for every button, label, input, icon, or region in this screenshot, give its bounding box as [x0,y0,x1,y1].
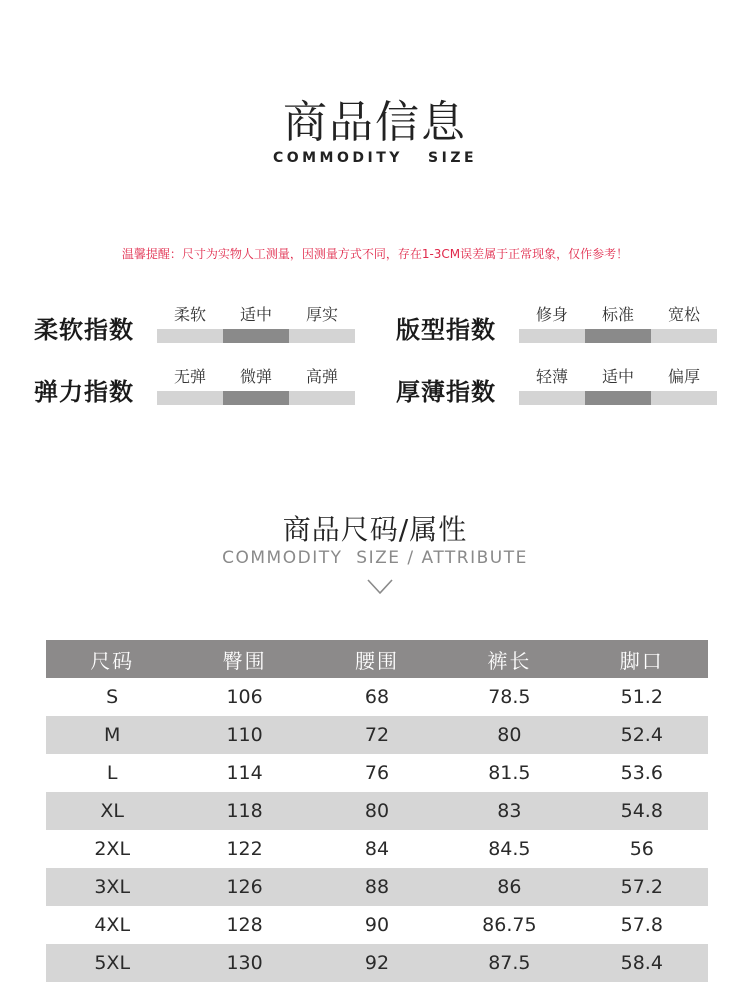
cell-size: 3XL [46,868,178,906]
page-title-cn: 商品信息 [283,97,467,148]
cell-waist: 76 [364,762,390,784]
scale-option: 适中 [601,367,634,386]
cell-waist: 92 [311,944,443,982]
header-waist: 腰围 [311,640,443,678]
header-hip: 臀围 [178,640,310,678]
cell-size: XL [46,792,178,830]
section-title-en: COMMODITY SIZE / ATTRIBUTE [222,548,528,568]
cell-hip: 126 [178,868,310,906]
section-title-cn: 商品尺码/属性 [282,513,468,546]
index-softness [34,302,364,352]
cell-hip: 118 [178,792,310,830]
scale-option: 厚实 [305,305,338,324]
scale-segment [289,391,355,405]
cell-hem: 53.6 [620,762,663,784]
cell-hem: 56 [629,838,654,860]
index-scale [157,364,355,406]
scale-option: 柔软 [173,305,206,324]
index-label: 厚薄指数 [396,378,496,406]
cell-waist: 80 [311,792,443,830]
scale-segment [651,329,717,343]
cell-hem: 58.4 [576,944,708,982]
cell-size: M [46,716,178,754]
table-row [46,754,708,792]
scale-bar [519,391,717,405]
table-header-row [46,640,708,678]
scale-option: 宽松 [667,305,700,324]
scale-segment [223,391,289,405]
index-label: 柔软指数 [34,316,134,344]
cell-hip: 130 [178,944,310,982]
cell-length: 80 [443,716,575,754]
table-row [46,792,708,830]
index-elasticity [34,364,364,414]
scale-segment [223,329,289,343]
scale-option: 标准 [601,305,634,324]
cell-length: 83 [443,792,575,830]
table-row [46,678,708,716]
table-row [46,716,708,754]
cell-waist: 90 [364,914,390,936]
header-length: 裤长 [443,640,575,678]
index-label: 弹力指数 [34,378,134,406]
cell-hem: 54.8 [576,792,708,830]
index-fit [396,302,726,352]
table-row [46,944,708,982]
table-row [46,868,708,906]
table-row [46,830,708,868]
cell-hip: 128 [226,914,263,936]
measurement-notice: 温馨提醒：尺寸为实物人工测量，因测量方式不同，存在1-3CM误差属于正常现象，仅作参考！ [121,247,629,261]
size-table [46,640,708,982]
scale-segment [519,329,585,343]
index-scale [519,364,717,406]
cell-length: 78.5 [488,686,531,708]
cell-hem: 57.2 [576,868,708,906]
header-hem: 脚口 [576,640,708,678]
header-size: 尺码 [46,640,178,678]
scale-option: 高弹 [305,367,338,386]
cell-hip: 110 [178,716,310,754]
cell-hem: 52.4 [576,716,708,754]
scale-option: 偏厚 [667,367,700,386]
chevron-down-icon [366,578,394,596]
index-scale [157,302,355,344]
scale-bar [157,391,355,405]
index-thickness [396,364,726,414]
index-scale [519,302,717,344]
cell-size: 5XL [46,944,178,982]
cell-waist: 84 [364,838,390,860]
cell-hem: 51.2 [620,686,663,708]
cell-size: L [106,762,118,784]
scale-segment [651,391,717,405]
scale-option: 适中 [239,305,272,324]
scale-segment [157,329,223,343]
scale-bar [519,329,717,343]
table-row [46,906,708,944]
scale-option: 微弹 [239,367,272,386]
cell-size: S [106,686,119,708]
cell-length: 84.5 [488,838,531,860]
cell-size: 2XL [94,838,131,860]
index-label: 版型指数 [396,316,496,344]
cell-hip: 114 [226,762,263,784]
cell-waist: 72 [311,716,443,754]
page-title-en: COMMODITY SIZE [272,150,478,166]
scale-segment [519,391,585,405]
scale-option: 轻薄 [535,367,568,386]
cell-hip: 122 [226,838,263,860]
cell-length: 86.75 [482,914,537,936]
cell-hem: 57.8 [620,914,663,936]
scale-segment [585,329,651,343]
cell-waist: 88 [311,868,443,906]
scale-option: 修身 [535,305,568,324]
cell-waist: 68 [364,686,390,708]
cell-length: 81.5 [488,762,531,784]
scale-segment [585,391,651,405]
cell-hip: 106 [226,686,263,708]
scale-segment [157,391,223,405]
scale-segment [289,329,355,343]
cell-length: 86 [443,868,575,906]
cell-length: 87.5 [443,944,575,982]
cell-size: 4XL [94,914,131,936]
scale-option: 无弹 [173,367,206,386]
scale-bar [157,329,355,343]
